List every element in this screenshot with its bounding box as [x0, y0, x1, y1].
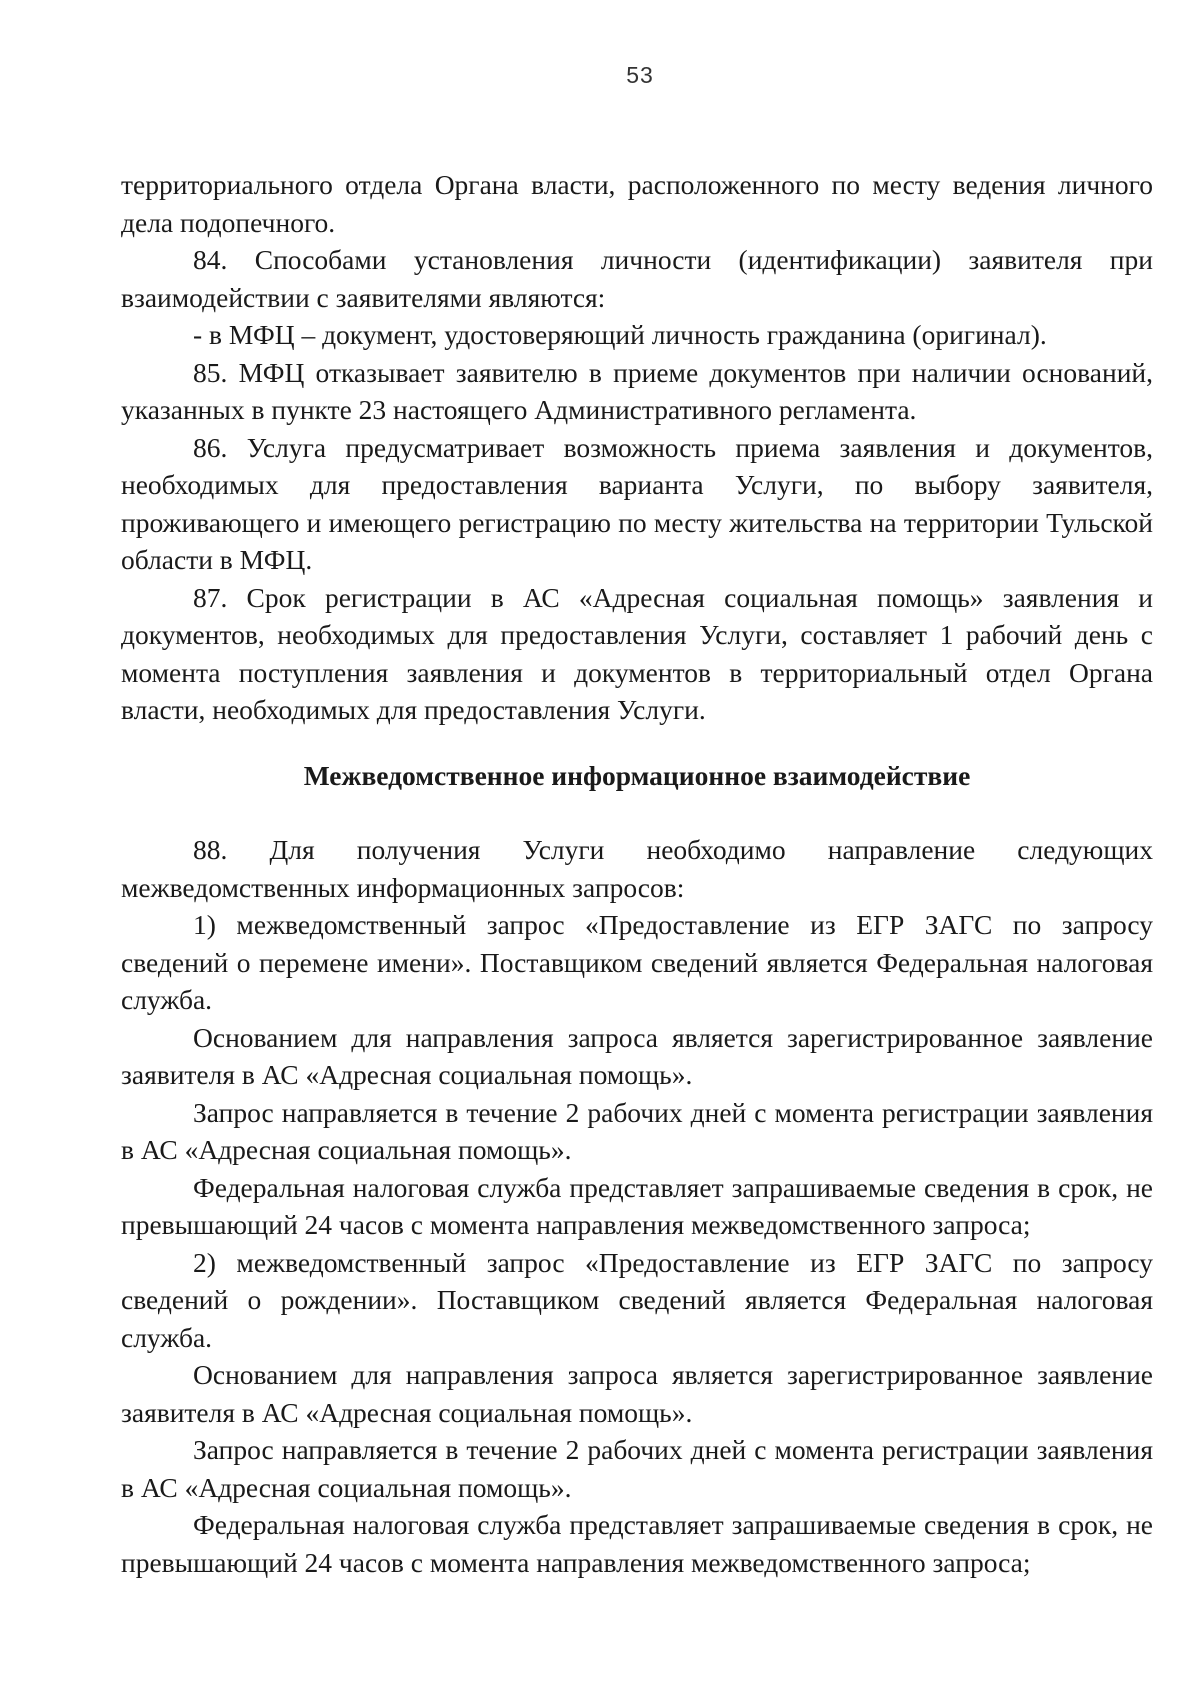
paragraph-response-term-2: Федеральная налоговая служба представляет запрашиваемые сведения в срок, не превышающий 24 часов с момента направления межведомственного запроса; — [121, 1509, 1153, 1578]
paragraph-request-term-1: Запрос направляется в течение 2 рабочих дней с момента регистрации заявления в АС «Адресная социальная помощь». — [121, 1096, 1153, 1165]
document-body — [121, 166, 1153, 1581]
paragraph-88-item-1: 1) межведомственный запрос «Предоставление из ЕГР ЗАГС по запросу сведений о перемене имени». Поставщиком сведений является Федеральная налоговая служба. — [121, 909, 1153, 1015]
paragraph-85: 85. МФЦ отказывает заявителю в приеме документов при наличии оснований, указанных в пункте 23 настоящего Административного регламента. — [121, 356, 1153, 425]
page-number: 53 — [626, 62, 654, 88]
paragraph-basis-1: Основанием для направления запроса является зарегистрированное заявление заявителя в АС «Адресная социальная помощь». — [121, 1021, 1153, 1090]
paragraph-88: 88. Для получения Услуги необходимо направление следующих межведомственных информационных запросов: — [121, 834, 1153, 903]
paragraph-continuation: территориального отдела Органа власти, расположенного по месту ведения личного дела подопечного. — [121, 169, 1153, 238]
section-heading: Межведомственное информационное взаимодействие — [303, 759, 971, 791]
paragraph-86: 86. Услуга предусматривает возможность приема заявления и документов, необходимых для предоставления варианта Услуги, по выбору заявителя, проживающего и имеющего регистрацию по месту жительства на территории Тульской области в МФЦ. — [121, 431, 1153, 575]
paragraph-request-term-2: Запрос направляется в течение 2 рабочих дней с момента регистрации заявления в АС «Адресная социальная помощь». — [121, 1434, 1153, 1503]
paragraph-87: 87. Срок регистрации в АС «Адресная социальная помощь» заявления и документов, необходимых для предоставления Услуги, составляет 1 рабочий день с момента поступления заявления и документов в территориальный отдел Органа власти, необходимых для предоставления Услуги. — [121, 581, 1153, 725]
paragraph-84: 84. Способами установления личности (идентификации) заявителя при взаимодействии с заявителями являются: — [121, 244, 1153, 313]
paragraph-basis-2: Основанием для направления запроса является зарегистрированное заявление заявителя в АС «Адресная социальная помощь». — [121, 1359, 1153, 1428]
paragraph-response-term-1: Федеральная налоговая служба представляет запрашиваемые сведения в срок, не превышающий 24 часов с момента направления межведомственного запроса; — [121, 1171, 1153, 1240]
paragraph-84-item: - в МФЦ – документ, удостоверяющий личность гражданина (оригинал). — [193, 319, 1047, 350]
paragraph-88-item-2: 2) межведомственный запрос «Предоставление из ЕГР ЗАГС по запросу сведений о рождении». Поставщиком сведений является Федеральная налоговая служба. — [121, 1246, 1153, 1353]
